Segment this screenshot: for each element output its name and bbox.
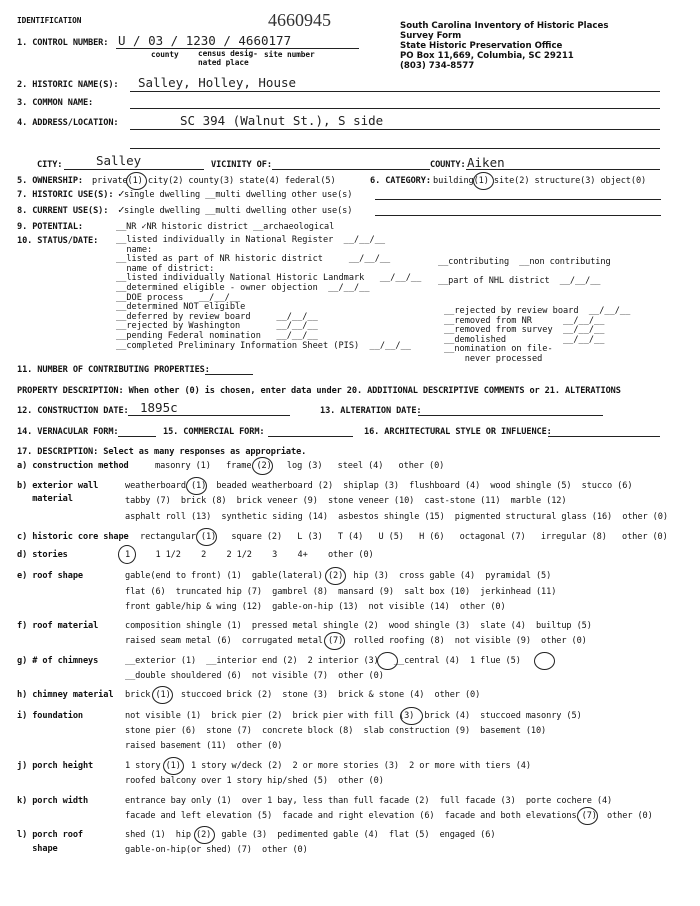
historic-name-line [130,91,660,92]
status-option[interactable]: __removed from NR __/__/__ [444,315,605,326]
ownership-options[interactable]: private(1) city(2) county(3) state(4) federal(5) [92,176,336,186]
construction-method-options[interactable]: masonry (1) frame (2) log (3) steel (4) other (0) [155,461,445,471]
status-option[interactable]: __determined NOT eligible [116,302,246,313]
county-line [466,169,660,170]
roof-shape-label: e) roof shape [17,571,83,581]
status-option[interactable]: __pending Federal nomination __/__/__ [116,330,318,341]
porch-roof-label-2: shape [17,844,58,854]
selection-circle [324,632,345,650]
chimney-material-options[interactable]: brick (1) stuccoed brick (2) stone (3) brick & stone (4) other (0) [125,690,481,700]
selection-circle [325,567,346,585]
address-line: South Carolina Inventory of Historic Places [400,21,609,31]
historic-name-label: 2. HISTORIC NAME(S): [17,80,119,90]
potential-label: 9. POTENTIAL: [17,222,83,232]
porch-roof-options[interactable]: gable-on-hip(or shed) (7) other (0) [125,845,308,855]
identification-heading: IDENTIFICATION [17,16,82,25]
porch-width-label: k) porch width [17,796,89,806]
vicinity-line [272,169,430,170]
city-label: CITY: [37,160,63,170]
description-intro: 17. DESCRIPTION: Select as many responses as appropriate. [17,447,307,457]
porch-roof-options[interactable]: shed (1) hip (2) gable (3) pedimented gable (4) flat (5) engaged (6) [125,830,496,840]
selection-circle [577,807,598,825]
porch-width-options[interactable]: entrance bay only (1) over 1 bay, less than full facade (2) full facade (3) porte cochere (4) [125,796,613,806]
ownership-label: 5. OWNERSHIP: [17,176,83,186]
county-caption: county [151,50,179,59]
architectural-style-label: 16. ARCHITECTURAL STYLE OR INFLUENCE: [364,427,552,437]
address-line: Survey Form [400,30,462,41]
status-option[interactable]: __demolished __/__/__ [444,334,605,345]
status-option: name: [116,244,153,255]
property-description-note: PROPERTY DESCRIPTION: When other (0) is chosen, enter data under 20. ADDITIONAL DESCRIPTIVE COMMENTS or 21. ALTERATIONS [17,386,621,396]
vernacular-form-label: 14. VERNACULAR FORM: [17,427,119,437]
status-option[interactable]: __listed individually National Historic Landmark __/__/__ [116,273,422,284]
exterior-wall-options[interactable]: weatherboard (1) beaded weatherboard (2) shiplap (3) flushboard (4) wood shingle (5) stucco (6) [125,481,633,491]
roof-material-options[interactable]: composition shingle (1) pressed metal shingle (2) wood shingle (3) slate (4) builtup (5) [125,621,592,631]
common-name-line [130,108,660,109]
site-number-caption: site number [264,50,315,59]
vernacular-form-line [118,436,156,437]
vicinity-label: VICINITY OF: [211,160,272,170]
address-line: PO Box 11,669, Columbia, SC 29211 [400,50,574,61]
checkmark-icon: ✓ [118,187,125,200]
city-line [64,169,204,170]
control-number-label: 1. CONTROL NUMBER: [17,38,109,48]
selection-circle [118,545,136,564]
status-label: 10. STATUS/DATE: [17,236,99,246]
stories-label: d) stories [17,550,68,560]
exterior-wall-label-2: material [17,494,73,504]
contributing-line [205,374,253,375]
selection-circle [252,457,273,475]
foundation-label: i) foundation [17,711,83,721]
address-line: State Historic Preservation Office [400,40,563,51]
alteration-date-line [418,415,603,416]
construction-date-line [128,415,290,416]
status-contributing[interactable]: __contributing __non contributing [438,257,611,267]
status-option[interactable]: __nomination on file- [444,344,553,355]
status-option[interactable]: __listed as part of NR historic district __/__/__ [116,254,391,265]
core-shape-label: c) historic core shape [17,532,129,542]
chimneys-label: g) # of chimneys [17,656,99,666]
foundation-options[interactable]: stone pier (6) stone (7) concrete block (8) slab construction (9) basement (10) [125,726,547,736]
address-value[interactable]: SC 394 (Walnut St.), S side [180,113,384,128]
status-option: never processed [444,353,543,364]
selection-circle [163,757,184,775]
address-line: (803) 734-8577 [400,60,475,71]
construction-method-label: a) construction method [17,461,129,471]
stories-options[interactable]: 1 1 1/2 2 2 1/2 3 4+ other (0) [125,550,374,560]
address-line-1 [130,129,660,130]
roof-shape-options[interactable]: front gable/hip & wing (12) gable-on-hip (13) not visible (14) other (0) [125,602,506,612]
construction-date-value[interactable]: 1895c [140,400,178,415]
selection-circle [534,652,555,670]
current-use-line [375,215,661,216]
selection-circle [186,477,207,495]
exterior-wall-options[interactable]: asphalt roll (13) synthetic siding (14) asbestos shingle (15) pigmented structural glass (16) other (0) [125,512,668,522]
status-option[interactable]: __rejected by review board __/__/__ [444,306,631,316]
historic-use-options[interactable]: single dwelling __multi dwelling other use(s) [124,190,353,200]
porch-height-options[interactable]: roofed balcony over 1 story hip/shed (5) other (0) [125,776,384,786]
construction-date-label: 12. CONSTRUCTION DATE: [17,406,129,416]
address-line-2 [130,148,660,149]
status-option[interactable]: __deferred by review board __/__/__ [116,311,318,322]
historic-name-value[interactable]: Salley, Holley, House [138,75,297,90]
selection-circle [196,528,217,546]
porch-width-options[interactable]: facade and left elevation (5) facade and right elevation (6) facade and both elevations (7) other (0) [125,811,653,821]
commercial-form-line [268,436,353,437]
county-label: COUNTY: [430,160,466,170]
contributing-label: 11. NUMBER OF CONTRIBUTING PROPERTIES: [17,365,210,375]
status-option[interactable]: __completed Preliminary Information Sheet (PIS) __/__/__ [116,340,411,351]
selection-circle [194,826,215,844]
status-nhl[interactable]: __part of NHL district __/__/__ [438,276,601,286]
chimney-material-label: h) chimney material [17,690,114,700]
foundation-options[interactable]: not visible (1) brick pier (2) brick pier with fill (3) brick (4) stuccoed masonry (5) [125,711,582,721]
city-value[interactable]: Salley [96,153,142,168]
exterior-wall-label: b) exterior wall [17,481,99,491]
county-value[interactable]: Aiken [467,155,505,170]
status-option[interactable]: __DOE process __/__/__ [116,292,241,303]
status-option: name of district: [116,263,215,274]
status-option[interactable]: __determined eligible - owner objection __/__/__ [116,282,370,293]
status-right-list [444,307,630,365]
porch-height-label: j) porch height [17,761,94,771]
ownership-selection-circle [126,172,147,190]
foundation-options[interactable]: raised basement (11) other (0) [125,741,283,751]
category-selection-circle [473,172,494,190]
category-label: 6. CATEGORY: [370,176,431,186]
status-option[interactable]: __rejected by Washington __/__/__ [116,321,318,332]
exterior-wall-options[interactable]: tabby (7) brick (8) brick veneer (9) stone veneer (10) cast-stone (11) marble (12) [125,496,567,506]
selection-circle [152,686,173,704]
current-use-label: 8. CURRENT USE(S): [17,206,109,216]
chimneys-options[interactable]: __double shouldered (6) not visible (7) other (0) [125,671,384,681]
address-label: 4. ADDRESS/LOCATION: [17,118,119,128]
checkmark-icon: ✓ [118,203,125,216]
historic-use-label: 7. HISTORIC USE(S): [17,190,114,200]
roof-shape-options[interactable]: flat (6) truncated hip (7) gambrel (8) mansard (9) salt box (10) jerkinhead (11) [125,587,557,597]
potential-options[interactable]: __NR ✓NR historic district __archaeological [116,222,335,232]
porch-roof-label: l) porch roof [17,830,83,840]
return-address [400,22,608,71]
roof-material-label: f) roof material [17,621,99,631]
status-option[interactable]: __listed individually in National Register __/__/__ [116,235,386,245]
census-caption: census desig- nated place [198,49,258,67]
current-use-options[interactable]: single dwelling __multi dwelling other use(s) [124,206,353,216]
porch-height-options[interactable]: 1 story (1) 1 story w/deck (2) 2 or more stories (3) 2 or more with tiers (4) [125,761,531,771]
selection-circle [400,707,423,725]
selection-circle [377,652,398,670]
core-shape-options[interactable]: rectangular (1) square (2) L (3) T (4) U (5) H (6) octagonal (7) irregular (8) other (0) [140,532,668,542]
handwritten-number: 4660945 [268,10,331,30]
architectural-style-line [548,436,660,437]
category-options[interactable]: building(1) site(2) structure(3) object(0) [433,176,647,186]
commercial-form-label: 15. COMMERCIAL FORM: [163,427,265,437]
roof-shape-options[interactable]: gable(end to front) (1) gable(lateral) (2) hip (3) cross gable (4) pyramidal (5) [125,571,552,581]
control-number-value: U / 03 / 1230 / 4660177 [118,33,292,48]
roof-material-options[interactable]: raised seam metal (6) corrugated metal (7) rolled roofing (8) not visible (9) other (0) [125,636,587,646]
status-left-list [116,236,421,351]
historic-use-line [375,199,661,200]
chimneys-options[interactable]: __exterior (1) __interior end (2) 2 interior (3) __central (4) 1 flue (5) [125,656,521,666]
alteration-date-label: 13. ALTERATION DATE: [320,406,422,416]
common-name-label: 3. COMMON NAME: [17,98,94,108]
status-option[interactable]: __removed from survey __/__/__ [444,325,605,336]
